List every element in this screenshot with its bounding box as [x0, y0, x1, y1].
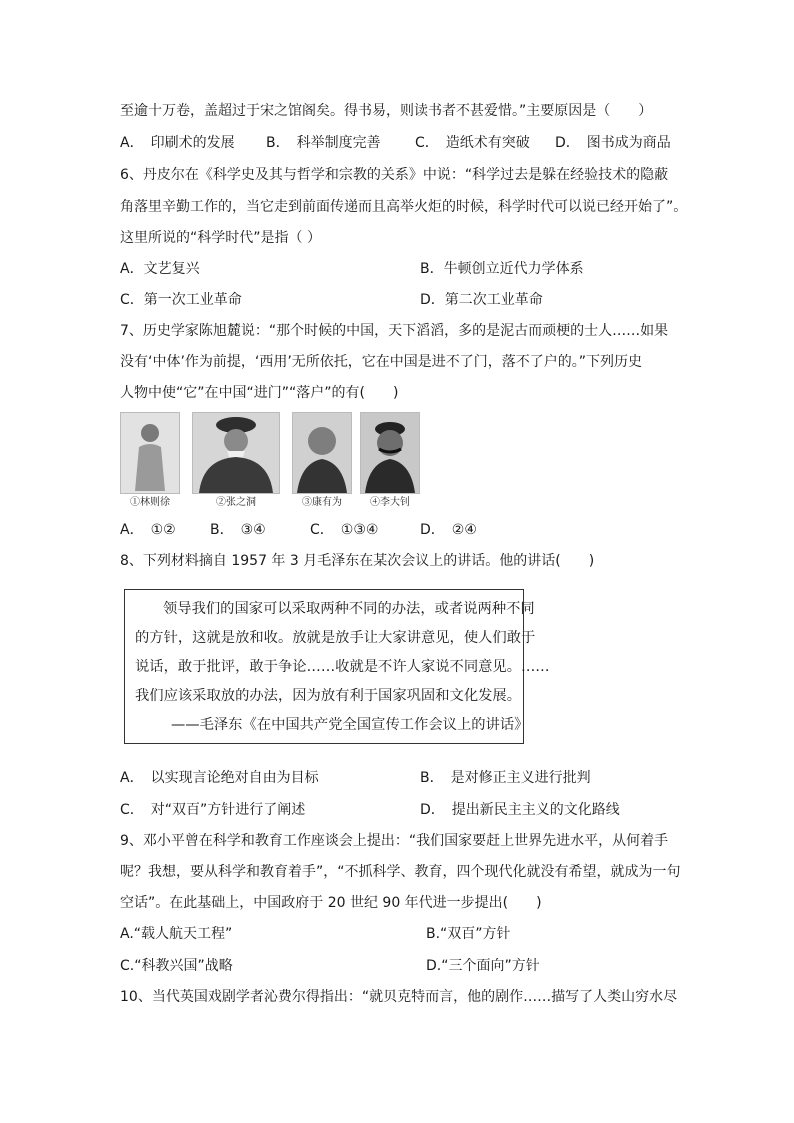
q6-option-d: D．第二次工业革命 — [420, 292, 543, 308]
q6-stem-line3: 这里所说的“科学时代”是指（ ） — [120, 230, 321, 246]
portrait-image — [120, 412, 180, 494]
portrait-caption: ②张之洞 — [216, 497, 256, 508]
q7-portrait-4 — [360, 412, 420, 510]
q7-portrait-1 — [120, 412, 180, 510]
q5-stem-tail: 至逾十万卷，盖超过于宋之馆阁矣。得书易，则读书者不甚爱惜。”主要原因是（ ） — [120, 103, 653, 119]
q8-quote-line4: 我们应该采取放的办法，因为放有利于国家巩固和文化发展。 — [135, 688, 522, 704]
q7-option-a: A． ①② — [120, 522, 176, 538]
q6-option-a: A．文艺复兴 — [120, 261, 200, 277]
q8-option-a: A． 以实现言论绝对自由为目标 — [120, 770, 319, 786]
q7-stem-line3: 人物中使“它”在中国“进门”“落户”的有( ) — [120, 385, 399, 401]
q6-option-c: C．第一次工业革命 — [120, 292, 242, 308]
portrait-caption: ③康有为 — [302, 497, 342, 508]
q8-option-b: B． 是对修正主义进行批判 — [420, 770, 591, 786]
q7-portrait-2 — [192, 412, 280, 510]
q8-quote-source: ——毛泽东《在中国共产党全国宣传工作会议上的讲话》 — [171, 717, 529, 733]
q7-option-b: B． ③④ — [210, 522, 266, 538]
q6-stem-line2: 角落里辛勤工作的，当它走到前面传递而且高举火炬的时候，科学时代可以说已经开始了”。 — [120, 199, 688, 215]
q8-stem: 8、下列材料摘自 1957 年 3 月毛泽东在某次会议上的讲话。他的讲话( ) — [120, 553, 595, 569]
q5-option-c: C． 造纸术有突破 — [415, 135, 530, 151]
q5-option-b: B． 科举制度完善 — [266, 135, 381, 151]
q6-stem-line1: 6、丹皮尔在《科学史及其与哲学和宗教的关系》中说：“科学过去是躲在经验技术的隐蔽 — [120, 167, 669, 183]
portrait-caption: ①林则徐 — [130, 497, 170, 508]
q9-option-a: A.“载人航天工程” — [120, 926, 233, 942]
q9-option-c: C.“科教兴国”战略 — [120, 958, 233, 974]
q8-quote-line1: 领导我们的国家可以采取两种不同的办法，或者说两种不同 — [163, 601, 535, 617]
q6-option-b: B．牛顿创立近代力学体系 — [420, 261, 584, 277]
portrait-image — [192, 412, 280, 494]
q8-quote-line3: 说话，敢于批评，敢于争论……收就是不许人家说不同意见。…… — [135, 659, 550, 675]
q5-option-d: D． 图书成为商品 — [555, 135, 671, 151]
q9-stem-line3: 空话”。在此基础上，中国政府于 20 世纪 90 年代进一步提出( ) — [120, 895, 542, 911]
q7-option-d: D． ②④ — [420, 522, 477, 538]
q9-stem-line1: 9、邓小平曾在科学和教育工作座谈会上提出：“我们国家要赶上世界先进水平，从何着手 — [120, 833, 669, 849]
q8-quote-box — [124, 589, 550, 744]
q7-option-c: C． ①③④ — [310, 522, 379, 538]
q7-portrait-row — [120, 412, 430, 512]
q8-option-d: D． 提出新民主主义的文化路线 — [420, 802, 620, 818]
q9-stem-line2: 呢？我想，要从科学和教育着手”，“不抓科学、教育，四个现代化就没有希望，就成为一句 — [120, 864, 681, 880]
q7-stem-line2: 没有‘中体’作为前提，‘西用’无所依托，它在中国是进不了门，落不了户的。”下列历史 — [120, 354, 643, 370]
q9-option-d: D.“三个面向”方针 — [426, 958, 540, 974]
portrait-image — [292, 412, 352, 494]
q5-option-a: A． 印刷术的发展 — [120, 135, 235, 151]
portrait-image — [360, 412, 420, 494]
q7-stem-line1: 7、历史学家陈旭麓说：“那个时候的中国，天下滔滔，多的是泥古而顽梗的士人……如果 — [120, 323, 669, 339]
q9-option-b: B.“双百”方针 — [426, 926, 511, 942]
q8-quote-line2: 的方针，这就是放和收。放就是放手让大家讲意见，使人们敢于 — [135, 630, 536, 646]
portrait-caption: ④李大钊 — [370, 497, 410, 508]
q10-stem-line1: 10、当代英国戏剧学者沁费尔得指出：“就贝克特而言，他的剧作……描写了人类山穷水尽 — [120, 989, 678, 1005]
q8-option-c: C． 对“双百”方针进行了阐述 — [120, 802, 306, 818]
q7-portrait-3 — [292, 412, 352, 510]
